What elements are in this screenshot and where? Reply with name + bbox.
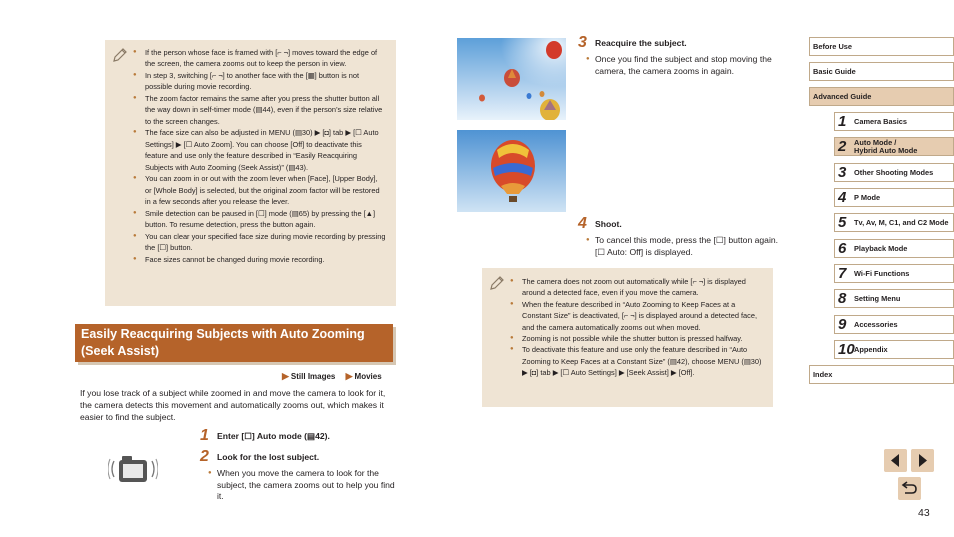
- chapter-number: 7: [838, 265, 847, 282]
- page-number: 43: [918, 507, 930, 519]
- chapter-5-tv-av-m-mode[interactable]: [834, 213, 954, 232]
- note-item: ● The camera does not zoom out automatically while [⌐ ¬] is displayed around a detected face, even if you move the camera.: [510, 276, 763, 299]
- note-box-left: [105, 40, 396, 306]
- chapter-label: Wi-Fi Functions: [854, 269, 910, 278]
- step-title: Look for the lost subject.: [217, 452, 320, 462]
- tag-still-images: Still Images: [290, 372, 336, 381]
- note-item: ● You can clear your specified face size during movie recording by pressing the [☐] button.: [133, 231, 386, 254]
- return-icon[interactable]: [898, 477, 921, 500]
- chapter-label-line2: Hybrid Auto Mode: [854, 146, 918, 155]
- chapter-7-wifi-functions[interactable]: [834, 264, 954, 283]
- chapter-label: Tv, Av, M, C1, and C2 Mode: [854, 218, 949, 227]
- next-page-icon[interactable]: [911, 449, 934, 472]
- tag-movies: Movies: [354, 372, 382, 381]
- chapter-number: 9: [838, 316, 847, 333]
- chapter-label: Appendix: [854, 345, 888, 354]
- note-list: [133, 47, 386, 265]
- intro-text: If you lose track of a subject while zoomed in and move the camera to look for it, the camera detects this movement and automatically zooms out, which makes it easier to find the subject.: [80, 388, 386, 422]
- chapter-2-auto-mode[interactable]: [834, 137, 954, 156]
- note-item: ● If the person whose face is framed with [⌐ ¬] moves toward the edge of the screen, the camera zooms out to keep the person in view.: [133, 47, 386, 70]
- nav-advanced-guide[interactable]: Advanced Guide: [809, 87, 954, 106]
- chapter-label: Accessories: [854, 320, 898, 329]
- chapter-number: 6: [838, 240, 847, 257]
- step-body: ● To cancel this mode, press the [☐] button again. [☐ Auto: Off] is displayed.: [595, 235, 785, 258]
- chapter-number: 1: [838, 113, 847, 130]
- chapter-label-line1: Auto Mode /: [854, 138, 897, 147]
- chapter-1-camera-basics[interactable]: [834, 112, 954, 131]
- pencil-icon: [111, 46, 129, 64]
- chapter-number: 8: [838, 290, 847, 307]
- mode-tags: [282, 371, 382, 382]
- chapter-6-playback-mode[interactable]: [834, 239, 954, 258]
- step-number: 1: [200, 427, 209, 444]
- balloon-photo-zoomed-in: [457, 130, 566, 212]
- note-item: ● To deactivate this feature and use only the feature described in “Auto Zooming to Keep Faces at a Constant Size” (▤42), choose MENU (▤30) ▶ [◘] tab ▶ [☐ Auto Settings] ▶ [Seek Assist] ▶ [Off].: [510, 344, 763, 378]
- note-item: ● Zooming is not possible while the shutter button is pressed halfway.: [510, 333, 763, 344]
- step-body: ● Once you find the subject and stop moving the camera, the camera zooms in again.: [595, 54, 775, 77]
- section-heading: Easily Reacquiring Subjects with Auto Zooming (Seek Assist): [75, 324, 393, 362]
- chapter-9-accessories[interactable]: [834, 315, 954, 334]
- nav-basic-guide[interactable]: Basic Guide: [809, 62, 954, 81]
- chapter-4-p-mode[interactable]: [834, 188, 954, 207]
- note-box-right: [482, 268, 773, 407]
- chapter-number: 4: [838, 189, 847, 206]
- note-item: ● In step 3, switching [⌐ ¬] to another face with the [▦] button is not possible during movie recording.: [133, 70, 386, 93]
- chapter-label: Setting Menu: [854, 294, 901, 303]
- chapter-10-appendix[interactable]: [834, 340, 954, 359]
- step-title: Shoot.: [595, 219, 622, 229]
- chapter-label: Other Shooting Modes: [854, 168, 934, 177]
- nav-before-use[interactable]: Before Use: [809, 37, 954, 56]
- chapter-label: [854, 139, 917, 155]
- chapter-number: 5: [838, 214, 847, 231]
- pencil-icon: [488, 274, 506, 292]
- triangle-icon: ▶: [345, 371, 353, 381]
- step-number: 4: [578, 215, 587, 232]
- chapter-label: P Mode: [854, 193, 881, 202]
- note-item: ● The face size can also be adjusted in MENU (▤30) ▶ [◘] tab ▶ [☐ Auto Settings] ▶ [☐ Auto Zoom]. You can choose [Off] to deactivate this feature and use only the feature described in “Easily Reacquiring Subjects with Auto Zooming (Seek Assist)” (▤43).: [133, 127, 386, 173]
- chapter-label: Camera Basics: [854, 117, 908, 126]
- chapter-3-other-shooting-modes[interactable]: [834, 163, 954, 182]
- step-number: 2: [200, 448, 209, 465]
- chapter-8-setting-menu[interactable]: [834, 289, 954, 308]
- step-title: Enter [☐] Auto mode (▤42).: [217, 431, 330, 441]
- chapter-label: Playback Mode: [854, 244, 908, 253]
- chapter-number: 2: [838, 138, 847, 155]
- note-item: ● The zoom factor remains the same after you press the shutter button all the way down in self-timer mode (▤44), even if the person’s size relative to the screen changes.: [133, 93, 386, 127]
- chapter-number: 3: [838, 164, 847, 181]
- nav-index[interactable]: Index: [809, 365, 954, 384]
- step-number: 3: [578, 34, 587, 51]
- note-item: ● Face sizes cannot be changed during movie recording.: [133, 254, 386, 265]
- balloons-photo-zoomed-out: [457, 38, 566, 120]
- step-body: ● When you move the camera to look for the subject, the camera zooms out to help you find it.: [217, 468, 397, 503]
- note-item: ● Smile detection can be paused in [☐] mode (▤65) by pressing the [▲] button. To resume detection, press the button again.: [133, 208, 386, 231]
- note-list: [510, 276, 763, 379]
- triangle-icon: ▶: [282, 371, 289, 381]
- previous-page-icon[interactable]: [884, 449, 907, 472]
- camera-shake-icon: [108, 449, 158, 489]
- note-item: ● When the feature described in “Auto Zooming to Keep Faces at a Constant Size” is deactivated, [⌐ ¬] is displayed around a detected face, and the camera automatically zooms out when moved.: [510, 299, 763, 333]
- chapter-number: 10: [838, 341, 855, 358]
- step-title: Reacquire the subject.: [595, 38, 687, 48]
- note-item: ● You can zoom in or out with the zoom lever when [Face], [Upper Body], or [Whole Body] is selected, but the original zoom factor will be restored in a few seconds after you release the lever.: [133, 173, 386, 207]
